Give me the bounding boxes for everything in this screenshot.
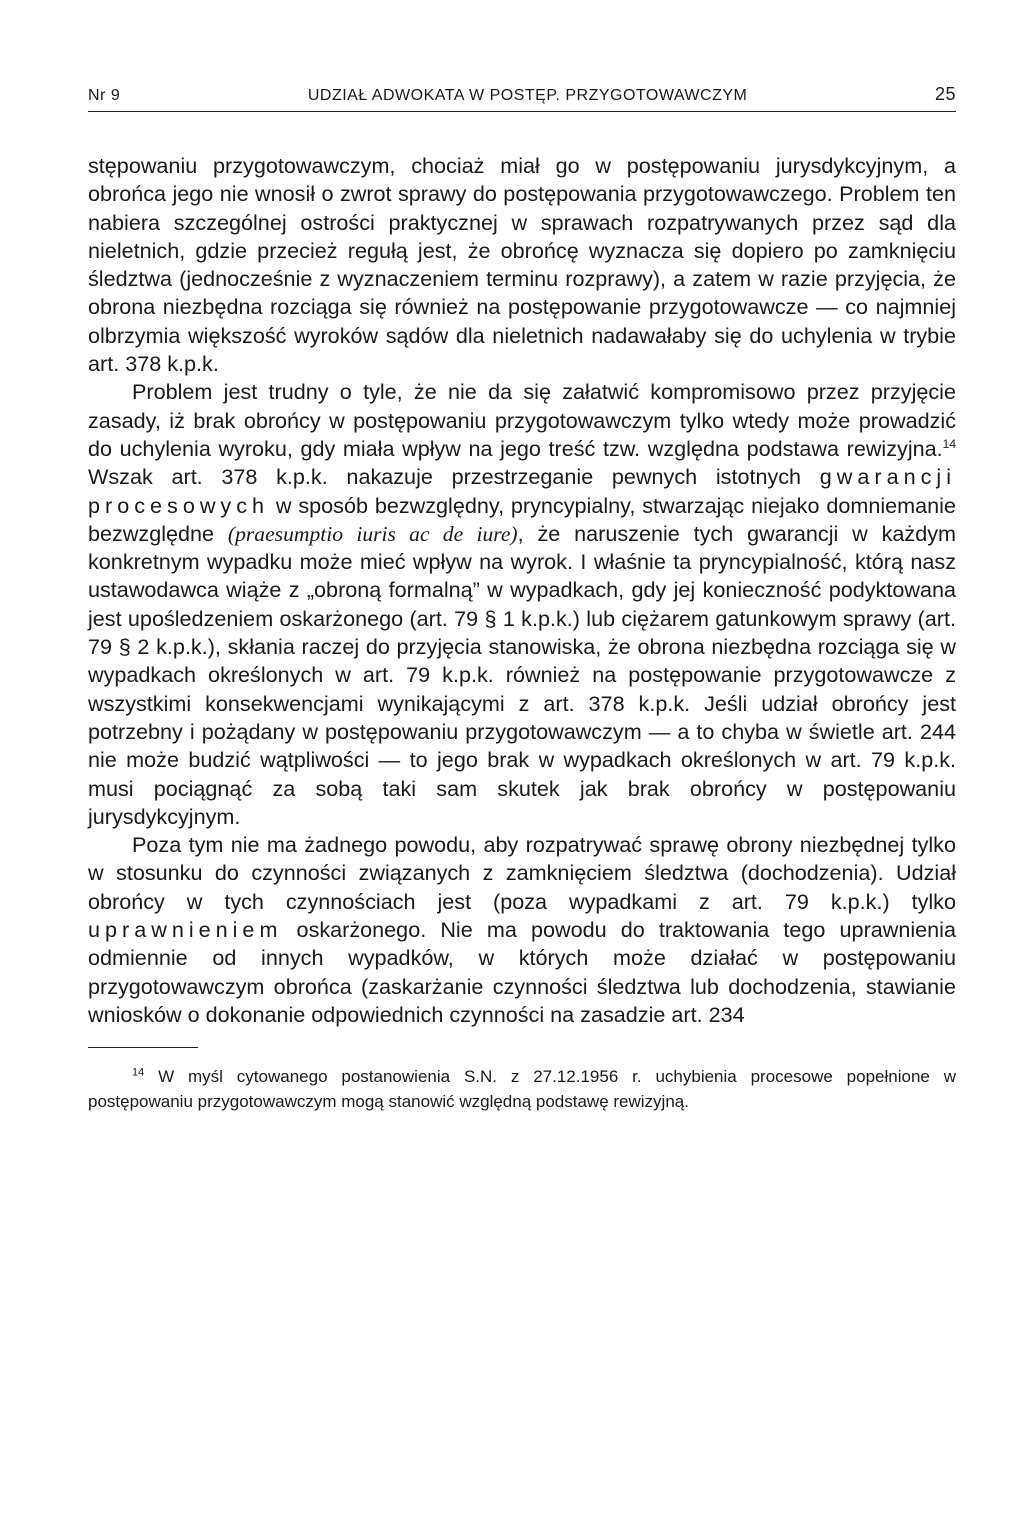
footnote-rule: [88, 1047, 198, 1048]
text-run: stępowaniu przygotowawczym, chociaż miał go w postępowaniu jurysdykcyjnym, a obrońca jego nie wnosił o zwrot sprawy do postępowania przygotowawczego. Problem ten nabiera szczególnej ostrości praktycznej w sprawach rozpatrywanych przez sąd dla nieletnich, gdzie przecież regułą jest, że obrońcę wyznacza się dopiero po zamknięciu śledztwa (jednocześnie z wyznaczeniem terminu rozprawy), a zatem w razie przyjęcia, że obrona niezbędna rozciąga się również na postępowanie przygotowawcze — co najmniej olbrzymia większość wyroków sądów dla nieletnich nadawałaby się do uchylenia w trybie art. 378 k.p.k.: [88, 153, 956, 377]
issue-number: Nr 9: [88, 87, 121, 104]
spaced-emphasis: gwarancji procesowych: [88, 464, 956, 518]
text-run: Poza tym nie ma żadnego powodu, aby rozpatrywać sprawę obrony niezbędnej tylko w stosunku do czynności związanych z zamknięciem śledztwa (dochodzenia). Udział obrońcy w tych czynnościach jest (poza wypadkami z art. 79 k.p.k.) tylko: [88, 832, 956, 914]
footnote-reference: 14: [942, 436, 956, 451]
footnote: [88, 1064, 956, 1114]
spaced-emphasis: uprawnieniem: [88, 917, 283, 943]
text-run: oskarżonego. Nie ma powodu do traktowania tego uprawnienia odmiennie od innych wypadków, w których może działać w postępowaniu przygotowawczym obrońca (zaskarżanie czynności śledztwa lub dochodzenia, stawianie wniosków o dokonanie odpowiednich czynności na zasadzie art. 234: [88, 917, 956, 1027]
paragraph: [88, 831, 956, 1029]
running-header: [88, 84, 956, 112]
text-run: w sposób bezwzględny, pryncypialny, stwarzając niejako domniemanie bezwzględne: [88, 492, 956, 546]
paragraph: [88, 378, 956, 831]
document-page: [88, 84, 956, 1114]
text-run: Wszak art. 378 k.p.k. nakazuje przestrzeganie pewnych istotnych: [88, 464, 820, 490]
paragraph: [88, 152, 956, 378]
latin-phrase: (praesumptio iuris ac de iure): [227, 521, 518, 546]
text-run: , że naruszenie tych gwarancji w każdym konkretnym wypadku może mieć wpływ na wyrok. I właśnie ta pryncypialność, którą nasz ustawodawca wiąże z „obroną formalną” w wypadkach, gdy jej konieczność podyktowana jest upośledzeniem oskarżonego (art. 79 § 1 k.p.k.) lub ciężarem gatunkowym sprawy (art. 79 § 2 k.p.k.), skłania raczej do przyjęcia stanowiska, że obrona niezbędna rozciąga się w wypadkach określonych w art. 79 k.p.k. również na postępowanie przygotowawcze z wszystkimi konsekwencjami wynikającymi z art. 378 k.p.k. Jeśli udział obrońcy jest potrzebny i pożądany w postępowaniu przygotowawczym — a to chyba w świetle art. 244 nie może budzić wątpliwości — to jego brak w wypadkach określonych w art. 79 k.p.k. musi pociągnąć za sobą taki sam skutek jak brak obrońcy w postępowaniu jurysdykcyjnym.: [88, 520, 956, 829]
footnote-text: W myśl cytowanego postanowienia S.N. z 27.12.1956 r. uchybienia procesowe popełnione w postępowaniu przygotowawczym mogą stanowić względną podstawę rewizyjną.: [88, 1067, 956, 1112]
text-run: Problem jest trudny o tyle, że nie da się załatwić kompromisowo przez przyjęcie zasady, iż brak obrońcy w postępowaniu przygotowawczym tylko wtedy może prowadzić do uchylenia wyroku, gdy miała wpływ na jego treść tzw. względna podstawa rewizyjna.: [88, 379, 956, 461]
footnote-mark: 14: [132, 1066, 145, 1079]
running-title: UDZIAŁ ADWOKATA W POSTĘP. PRZYGOTOWAWCZYM: [307, 87, 748, 104]
page-number: 25: [934, 84, 956, 104]
body-text: [88, 152, 956, 1029]
